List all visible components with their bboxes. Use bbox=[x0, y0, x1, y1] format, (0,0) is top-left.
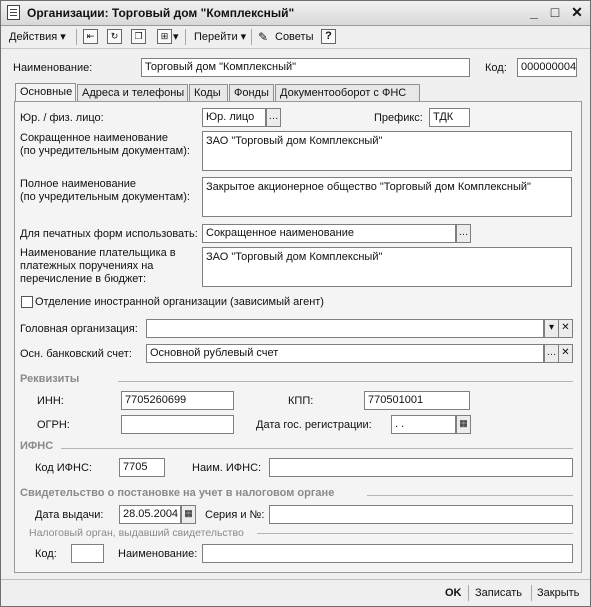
title-bar bbox=[1, 1, 590, 26]
toolbar-separator bbox=[251, 29, 252, 45]
tab-fns-docflow[interactable]: Документооборот с ФНС bbox=[275, 84, 420, 101]
bank-account-clear-icon[interactable]: ✕ bbox=[558, 344, 573, 363]
parent-org-dropdown-icon[interactable]: ▾ bbox=[544, 319, 559, 338]
print-forms-label: Для печатных форм использовать: bbox=[20, 228, 198, 240]
print-forms-input[interactable]: Сокращенное наименование bbox=[202, 224, 456, 243]
copy-icon[interactable]: ❐ bbox=[131, 29, 146, 44]
goto-menu-button[interactable]: Перейти ▾ bbox=[194, 31, 247, 43]
issue-date-input[interactable]: 28.05.2004 bbox=[119, 505, 181, 524]
full-name-input[interactable]: Закрытое акционерное общество "Торговый дом Комплексный" bbox=[202, 177, 572, 217]
tab-addresses[interactable]: Адреса и телефоны bbox=[77, 84, 188, 101]
calendar-icon[interactable]: ▦ bbox=[456, 415, 471, 434]
name-label: Наименование: bbox=[13, 62, 93, 74]
print-forms-select-button[interactable]: … bbox=[456, 224, 471, 243]
short-name-label: Сокращенное наименование (по учредительным документам): bbox=[20, 132, 190, 157]
foreign-branch-checkbox[interactable] bbox=[21, 296, 33, 308]
code-label: Код: bbox=[485, 62, 507, 74]
prefix-input[interactable]: ТДК bbox=[429, 108, 470, 127]
ifns-section-title: ИФНС bbox=[20, 440, 54, 452]
section-divider bbox=[61, 448, 573, 449]
minimize-button[interactable]: _ bbox=[530, 4, 538, 20]
toolbar-separator bbox=[76, 29, 77, 45]
kpp-label: КПП: bbox=[288, 395, 314, 407]
certificate-section-title: Свидетельство о постановке на учет в налоговом органе bbox=[20, 487, 335, 499]
inn-label: ИНН: bbox=[37, 395, 64, 407]
close-button[interactable]: Закрыть bbox=[537, 587, 580, 599]
button-separator bbox=[468, 585, 469, 601]
help-button[interactable]: ? bbox=[321, 29, 336, 44]
calendar-icon[interactable]: ▦ bbox=[181, 505, 196, 524]
legal-type-select-button[interactable]: … bbox=[266, 108, 281, 127]
bottom-button-bar bbox=[1, 579, 590, 607]
kpp-input[interactable]: 770501001 bbox=[364, 391, 470, 410]
issuer-code-label: Код: bbox=[35, 548, 57, 560]
series-number-label: Серия и №: bbox=[205, 509, 265, 521]
requisites-section-title: Реквизиты bbox=[20, 373, 80, 385]
window-title: Организации: Торговый дом "Комплексный" bbox=[27, 6, 295, 20]
full-name-label: Полное наименование (по учредительным документам): bbox=[20, 178, 190, 203]
legal-type-label: Юр. / физ. лицо: bbox=[20, 112, 104, 124]
ogrn-input[interactable] bbox=[121, 415, 234, 434]
save-button[interactable]: Записать bbox=[475, 587, 523, 599]
document-icon bbox=[7, 5, 20, 20]
payer-name-label: Наименование плательщика в платежных поручениях на перечисление в бюджет: bbox=[20, 247, 176, 285]
short-name-input[interactable]: ЗАО "Торговый дом Комплексный" bbox=[202, 131, 572, 171]
issuer-name-label: Наименование: bbox=[118, 548, 198, 560]
maximize-button[interactable]: □ bbox=[550, 4, 560, 20]
move-to-top-icon[interactable]: ⇤ bbox=[83, 29, 98, 44]
section-divider bbox=[367, 495, 573, 496]
legal-type-input[interactable]: Юр. лицо bbox=[202, 108, 266, 127]
registration-date-label: Дата гос. регистрации: bbox=[256, 419, 372, 431]
tab-codes[interactable]: Коды bbox=[189, 84, 228, 101]
ifns-code-input[interactable]: 7705 bbox=[119, 458, 165, 477]
parent-org-clear-icon[interactable]: ✕ bbox=[558, 319, 573, 338]
button-separator bbox=[531, 585, 532, 601]
toolbar bbox=[1, 26, 590, 49]
payer-name-input[interactable]: ЗАО "Торговый дом Комплексный" bbox=[202, 247, 572, 287]
close-window-button[interactable]: ✕ bbox=[571, 4, 583, 20]
bank-account-label: Осн. банковский счет: bbox=[20, 348, 132, 360]
ifns-name-input[interactable] bbox=[269, 458, 573, 477]
bank-account-input[interactable]: Основной рублевый счет bbox=[146, 344, 544, 363]
ifns-name-label: Наим. ИФНС: bbox=[192, 462, 262, 474]
parent-org-input[interactable] bbox=[146, 319, 544, 338]
prefix-label: Префикс: bbox=[374, 112, 423, 124]
issue-date-label: Дата выдачи: bbox=[35, 509, 104, 521]
inn-input[interactable]: 7705260699 bbox=[121, 391, 234, 410]
parent-org-label: Головная организация: bbox=[20, 323, 138, 335]
reread-icon[interactable]: ↻ bbox=[107, 29, 122, 44]
section-divider bbox=[257, 533, 573, 534]
foreign-branch-label: Отделение иностранной организации (зависимый агент) bbox=[35, 296, 324, 308]
ogrn-label: ОГРН: bbox=[37, 419, 70, 431]
structure-dropdown-icon[interactable]: ▾ bbox=[173, 31, 179, 43]
tab-main[interactable]: Основные bbox=[15, 83, 76, 102]
toolbar-separator bbox=[185, 29, 186, 45]
ok-button[interactable]: OK bbox=[445, 587, 462, 599]
issuer-code-input[interactable] bbox=[71, 544, 104, 563]
code-input[interactable]: 000000004 bbox=[517, 58, 577, 77]
name-input[interactable]: Торговый дом "Комплексный" bbox=[141, 58, 470, 77]
tab-funds[interactable]: Фонды bbox=[229, 84, 274, 101]
ifns-code-label: Код ИФНС: bbox=[35, 462, 92, 474]
actions-menu-button[interactable]: Действия ▾ bbox=[9, 31, 66, 43]
issuer-subsection-title: Налоговый орган, выдавший свидетельство bbox=[29, 527, 244, 539]
tips-icon: ✎ bbox=[258, 30, 269, 44]
bank-account-select-button[interactable]: … bbox=[544, 344, 559, 363]
structure-icon[interactable]: ⊞ bbox=[157, 29, 172, 44]
section-divider bbox=[118, 381, 573, 382]
tips-button[interactable]: Советы bbox=[275, 31, 314, 43]
registration-date-input[interactable]: . . bbox=[391, 415, 456, 434]
issuer-name-input[interactable] bbox=[202, 544, 573, 563]
series-number-input[interactable] bbox=[269, 505, 573, 524]
